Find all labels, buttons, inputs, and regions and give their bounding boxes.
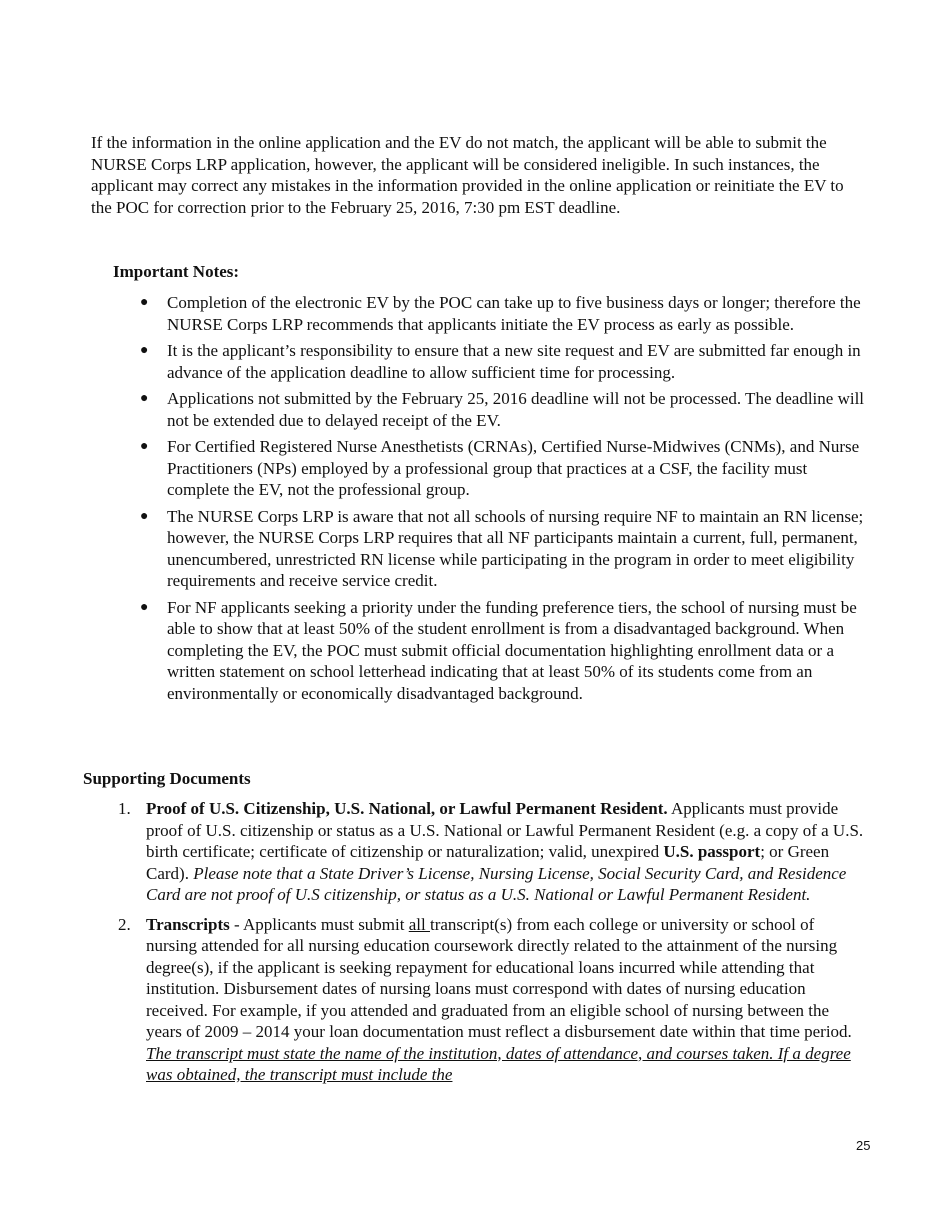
item-underlined-text: all	[408, 914, 430, 934]
supporting-documents-list	[118, 798, 868, 1094]
important-notes-heading: Important Notes:	[113, 262, 240, 281]
note-text: For NF applicants seeking a priority under the funding preference tiers, the school of nursing must be able to show that at least 50% of the student enrollment is from a disadvantaged background. When completing the EV, the POC must submit official documentation highlighting enrollment data or a written statement on school letterhead indicating that at least 50% of its students come from an environmentally or economically disadvantaged background.	[167, 597, 857, 703]
important-notes-list	[140, 292, 867, 709]
list-item	[140, 340, 867, 383]
item-text: - Applicants must submit	[229, 914, 409, 934]
note-text: The NURSE Corps LRP is aware that not all schools of nursing require NF to maintain an RN license; however, the NURSE Corps LRP requires that all NF participants maintain a current, full, permanent, unencumbered, unrestricted RN license while participating in the program in order to meet eligibility requirements and receive service credit.	[167, 506, 864, 590]
bullet-icon: ●	[140, 391, 149, 406]
list-item	[118, 914, 868, 1086]
list-item	[140, 388, 867, 431]
item-number: 1.	[118, 799, 131, 818]
note-text: Applications not submitted by the February 25, 2016 deadline will not be processed. The deadline will not be extended due to delayed receipt of the EV.	[167, 389, 865, 430]
item-number: 2.	[118, 914, 131, 934]
intro-paragraph: If the information in the online application and the EV do not match, the applicant will be able to submit the NURSE Corps LRP application, however, the applicant will be considered ineligible. In such instances, the applicant may correct any mistakes in the information provided in the online application or reinitiate the EV to the POC for correction prior to the February 25, 2016, 7:30 pm EST deadline.	[91, 133, 844, 217]
supporting-documents-heading: Supporting Documents	[83, 769, 251, 788]
bullet-icon: ●	[140, 599, 149, 615]
item-text: ; or Green Card).	[146, 842, 830, 883]
note-text: For Certified Registered Nurse Anesthetists (CRNAs), Certified Nurse-Midwives (CNMs), and Nurse Practitioners (NPs) employed by a professional group that practices at a CSF, the facility must complete the EV, not the professional group.	[167, 437, 860, 499]
bullet-icon: ●	[140, 439, 149, 454]
item-note: Please note that a State Driver’s License, Nursing License, Social Security Card, and Residence Card are not proof of U.S citizenship, or status as a U.S. National or Lawful Permanent Resident.	[146, 863, 847, 904]
item-note: The transcript must state the name of the institution, dates of attendance, and courses taken. If a degree was obtained, the transcript must include the	[146, 1043, 851, 1084]
item-bold-text: U.S. passport	[663, 842, 761, 861]
note-text: It is the applicant’s responsibility to ensure that a new site request and EV are submitted far enough in advance of the application deadline to allow sufficient time for processing.	[167, 341, 861, 382]
bullet-icon: ●	[140, 343, 149, 358]
list-item	[140, 597, 867, 705]
list-item	[140, 436, 867, 501]
list-item	[118, 798, 868, 906]
list-item	[140, 292, 867, 335]
item-text: Applicants must provide proof of U.S. citizenship or status as a U.S. National or Lawful Permanent Resident (e.g. a copy of a U.S. birth certificate; certificate of citizenship or naturalization; valid, unexpired	[146, 799, 864, 861]
bullet-icon: ●	[140, 295, 149, 310]
page-number: 25	[856, 1138, 871, 1153]
item-text: transcript(s) from each college or university or school of nursing attended for all nursing education coursework directly related to the attainment of the nursing degree(s), if the applicant is seeking repayment for educational loans incurred while attending that institution. Disbursement dates of nursing loans must correspond with dates of nursing education received. For example, if you attended and graduated from an eligible school of nursing between the years of 2009 – 2014 your loan documentation must reflect a disbursement date within that time period.	[146, 914, 852, 1041]
note-text: Completion of the electronic EV by the POC can take up to five business days or longer; therefore the NURSE Corps LRP recommends that applicants initiate the EV process as early as possible.	[167, 293, 861, 334]
item-lead: Proof of U.S. Citizenship, U.S. National, or Lawful Permanent Resident.	[146, 799, 668, 818]
item-lead: Transcripts	[146, 914, 230, 934]
bullet-icon: ●	[140, 508, 149, 524]
list-item	[140, 506, 867, 592]
